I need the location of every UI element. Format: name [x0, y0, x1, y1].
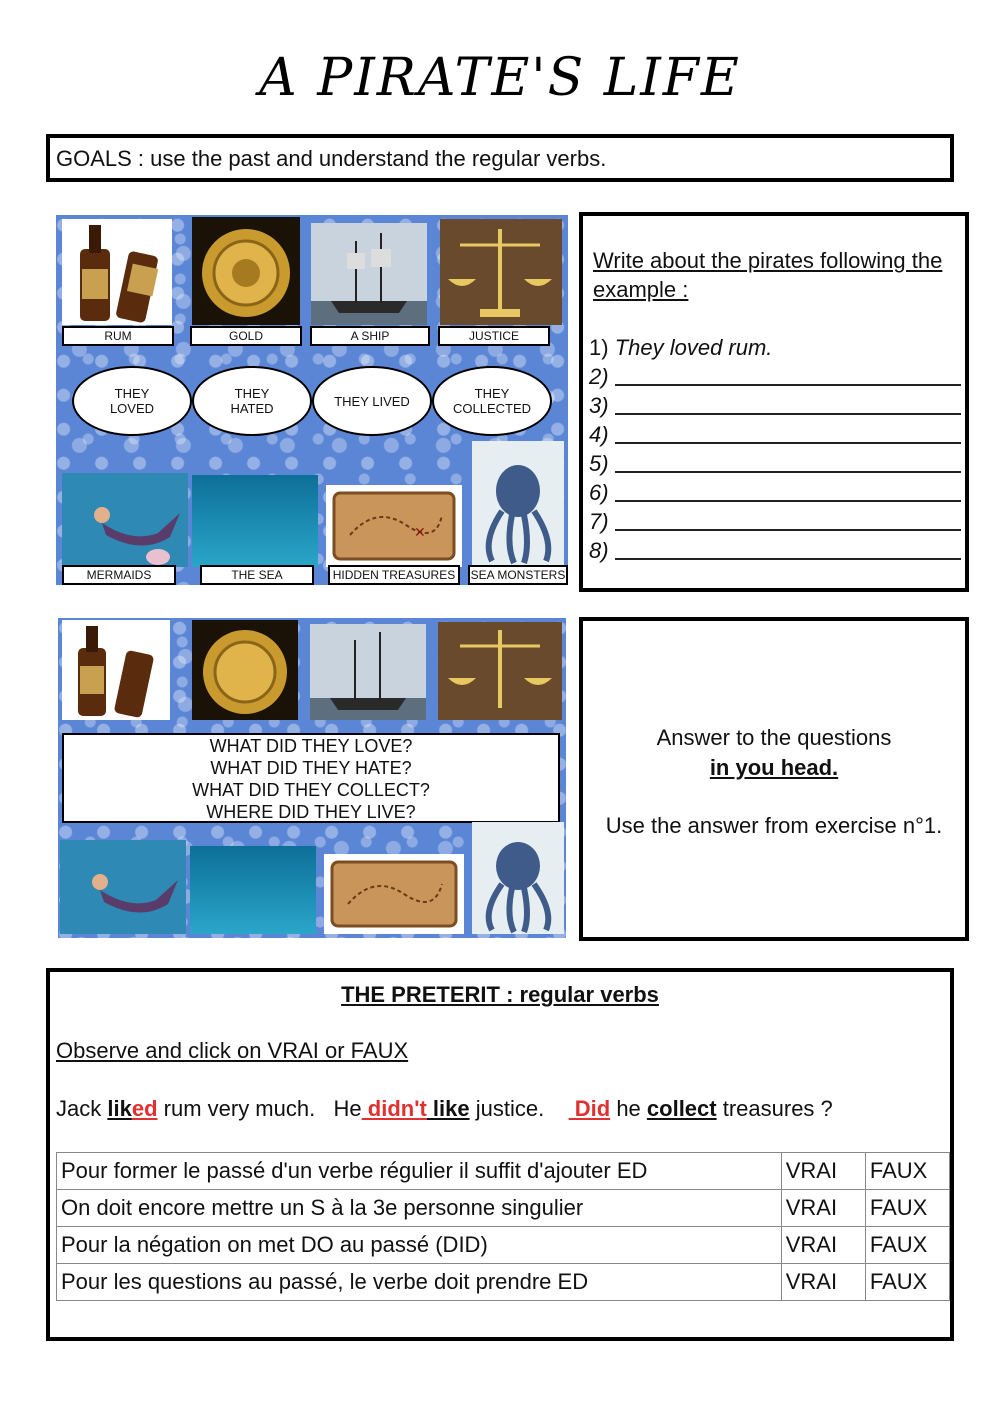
statement: Pour la négation on met DO au passé (DID) — [57, 1227, 782, 1264]
answer-line-5[interactable] — [589, 448, 961, 477]
mermaid-image — [60, 840, 186, 934]
rum-bottles-image — [62, 219, 172, 325]
questions-picture-panel — [58, 618, 566, 938]
caption-the-sea: THE SEA — [200, 565, 314, 585]
answer-number: 3) — [589, 393, 609, 418]
svg-text:✕: ✕ — [414, 525, 426, 541]
caption-ship: A SHIP — [310, 326, 430, 346]
exercise-2-line-2: in you head. — [709, 755, 839, 780]
exercise-2-line-3: Use the answer from exercise n°1. — [605, 813, 943, 838]
answer-number: 2) — [589, 364, 609, 389]
goals-text: GOALS : use the past and understand the regular verbs. — [56, 146, 607, 171]
justice-scales-image — [440, 219, 562, 325]
statement: On doit encore mettre un S à la 3e personne singulier — [57, 1190, 782, 1227]
statement: Pour les questions au passé, le verbe doit prendre ED — [57, 1264, 782, 1301]
exercise-2-line-1: Answer to the questions — [656, 725, 892, 750]
table-row — [57, 1227, 950, 1264]
example-sentences — [56, 1096, 833, 1122]
answer-line-2[interactable] — [589, 361, 961, 390]
answer-number: 8) — [589, 538, 609, 563]
oval-they-hated: THEY HATED — [192, 366, 312, 436]
caption-hidden-treasures: HIDDEN TREASURES — [328, 565, 460, 585]
answer-number: 7) — [589, 509, 609, 534]
ship-image — [311, 223, 427, 325]
sea-image — [192, 475, 318, 567]
table-row — [57, 1153, 950, 1190]
highlight-collect: collect — [646, 1096, 717, 1121]
question-live: WHERE DID THEY LIVE? — [206, 802, 416, 822]
answer-lines — [589, 332, 961, 564]
question-love: WHAT DID THEY LOVE? — [209, 736, 413, 756]
observe-instruction: Observe and click on VRAI or FAUX — [56, 1038, 409, 1063]
answer-line-8[interactable] — [589, 535, 961, 564]
answer-number: 4) — [589, 422, 609, 447]
faux-option[interactable]: FAUX — [865, 1190, 949, 1227]
answer-line-7[interactable] — [589, 506, 961, 535]
faux-option[interactable]: FAUX — [865, 1264, 949, 1301]
question-hate: WHAT DID THEY HATE? — [210, 758, 412, 778]
caption-justice: JUSTICE — [438, 326, 550, 346]
sentence-part: he — [610, 1096, 647, 1121]
answer-line-3[interactable] — [589, 390, 961, 419]
rum-bottles-image — [62, 620, 170, 720]
vrai-option[interactable]: VRAI — [781, 1153, 865, 1190]
question-collect: WHAT DID THEY COLLECT? — [192, 780, 430, 800]
answer-blank[interactable] — [615, 364, 961, 386]
gold-coin-image — [192, 620, 298, 720]
highlight-lik: lik — [107, 1096, 132, 1121]
sentence-part: rum very much. He — [157, 1096, 362, 1121]
sea-monster-image — [472, 822, 564, 934]
highlight-ed: ed — [131, 1096, 158, 1121]
answer-blank[interactable] — [615, 509, 961, 531]
table-row — [57, 1264, 950, 1301]
vrai-option[interactable]: VRAI — [781, 1190, 865, 1227]
oval-they-loved: THEY LOVED — [72, 366, 192, 436]
oval-they-collected: THEY COLLECTED — [432, 366, 552, 436]
table-row — [57, 1190, 950, 1227]
sentence-part: Jack — [56, 1096, 108, 1121]
treasure-map-image — [324, 854, 464, 934]
questions-box — [62, 733, 560, 823]
justice-scales-image — [438, 622, 562, 720]
preterit-title: THE PRETERIT : regular verbs — [341, 982, 659, 1007]
caption-mermaids: MERMAIDS — [62, 565, 176, 585]
caption-gold: GOLD — [190, 326, 302, 346]
answer-line-6[interactable] — [589, 477, 961, 506]
exercise-2-box — [579, 617, 969, 941]
preterit-exercise-box — [46, 968, 954, 1341]
mermaid-image — [62, 473, 188, 567]
statement: Pour former le passé d'un verbe régulier il suffit d'ajouter ED — [57, 1153, 782, 1190]
goals-box — [46, 134, 954, 182]
highlight-did: Did — [568, 1096, 611, 1121]
caption-rum: RUM — [62, 326, 174, 346]
answer-blank[interactable] — [615, 480, 961, 502]
page-title: A PIRATE'S LIFE — [259, 48, 741, 108]
vrai-option[interactable]: VRAI — [781, 1227, 865, 1264]
vrai-faux-table — [56, 1152, 950, 1301]
oval-they-lived: THEY LIVED — [312, 366, 432, 436]
highlight-like: like — [426, 1096, 470, 1121]
sentence-part: justice. — [469, 1096, 569, 1121]
treasure-map-image — [326, 485, 462, 567]
faux-option[interactable]: FAUX — [865, 1153, 949, 1190]
answer-blank[interactable] — [615, 451, 961, 473]
vrai-option[interactable]: VRAI — [781, 1264, 865, 1301]
sentence-part: treasures ? — [716, 1096, 833, 1121]
answer-number: 6) — [589, 480, 609, 505]
answer-blank[interactable] — [615, 538, 961, 560]
caption-sea-monsters: SEA MONSTERS — [468, 565, 568, 585]
sea-monster-image — [472, 441, 564, 567]
exercise-1-box — [579, 212, 969, 592]
answer-blank[interactable] — [615, 393, 961, 415]
vocabulary-picture-panel — [56, 215, 568, 585]
example-line — [589, 332, 961, 361]
exercise-1-instruction: Write about the pirates following the example : — [593, 248, 943, 302]
faux-option[interactable]: FAUX — [865, 1227, 949, 1264]
ship-image — [310, 624, 426, 720]
highlight-didnt: didn't — [361, 1096, 427, 1121]
answer-blank[interactable] — [615, 422, 961, 444]
answer-line-4[interactable] — [589, 419, 961, 448]
example-sentence: They loved rum. — [614, 335, 773, 360]
gold-coin-image — [192, 217, 300, 325]
example-number: 1) — [589, 335, 609, 360]
answer-number: 5) — [589, 451, 609, 476]
sea-image — [190, 846, 316, 934]
